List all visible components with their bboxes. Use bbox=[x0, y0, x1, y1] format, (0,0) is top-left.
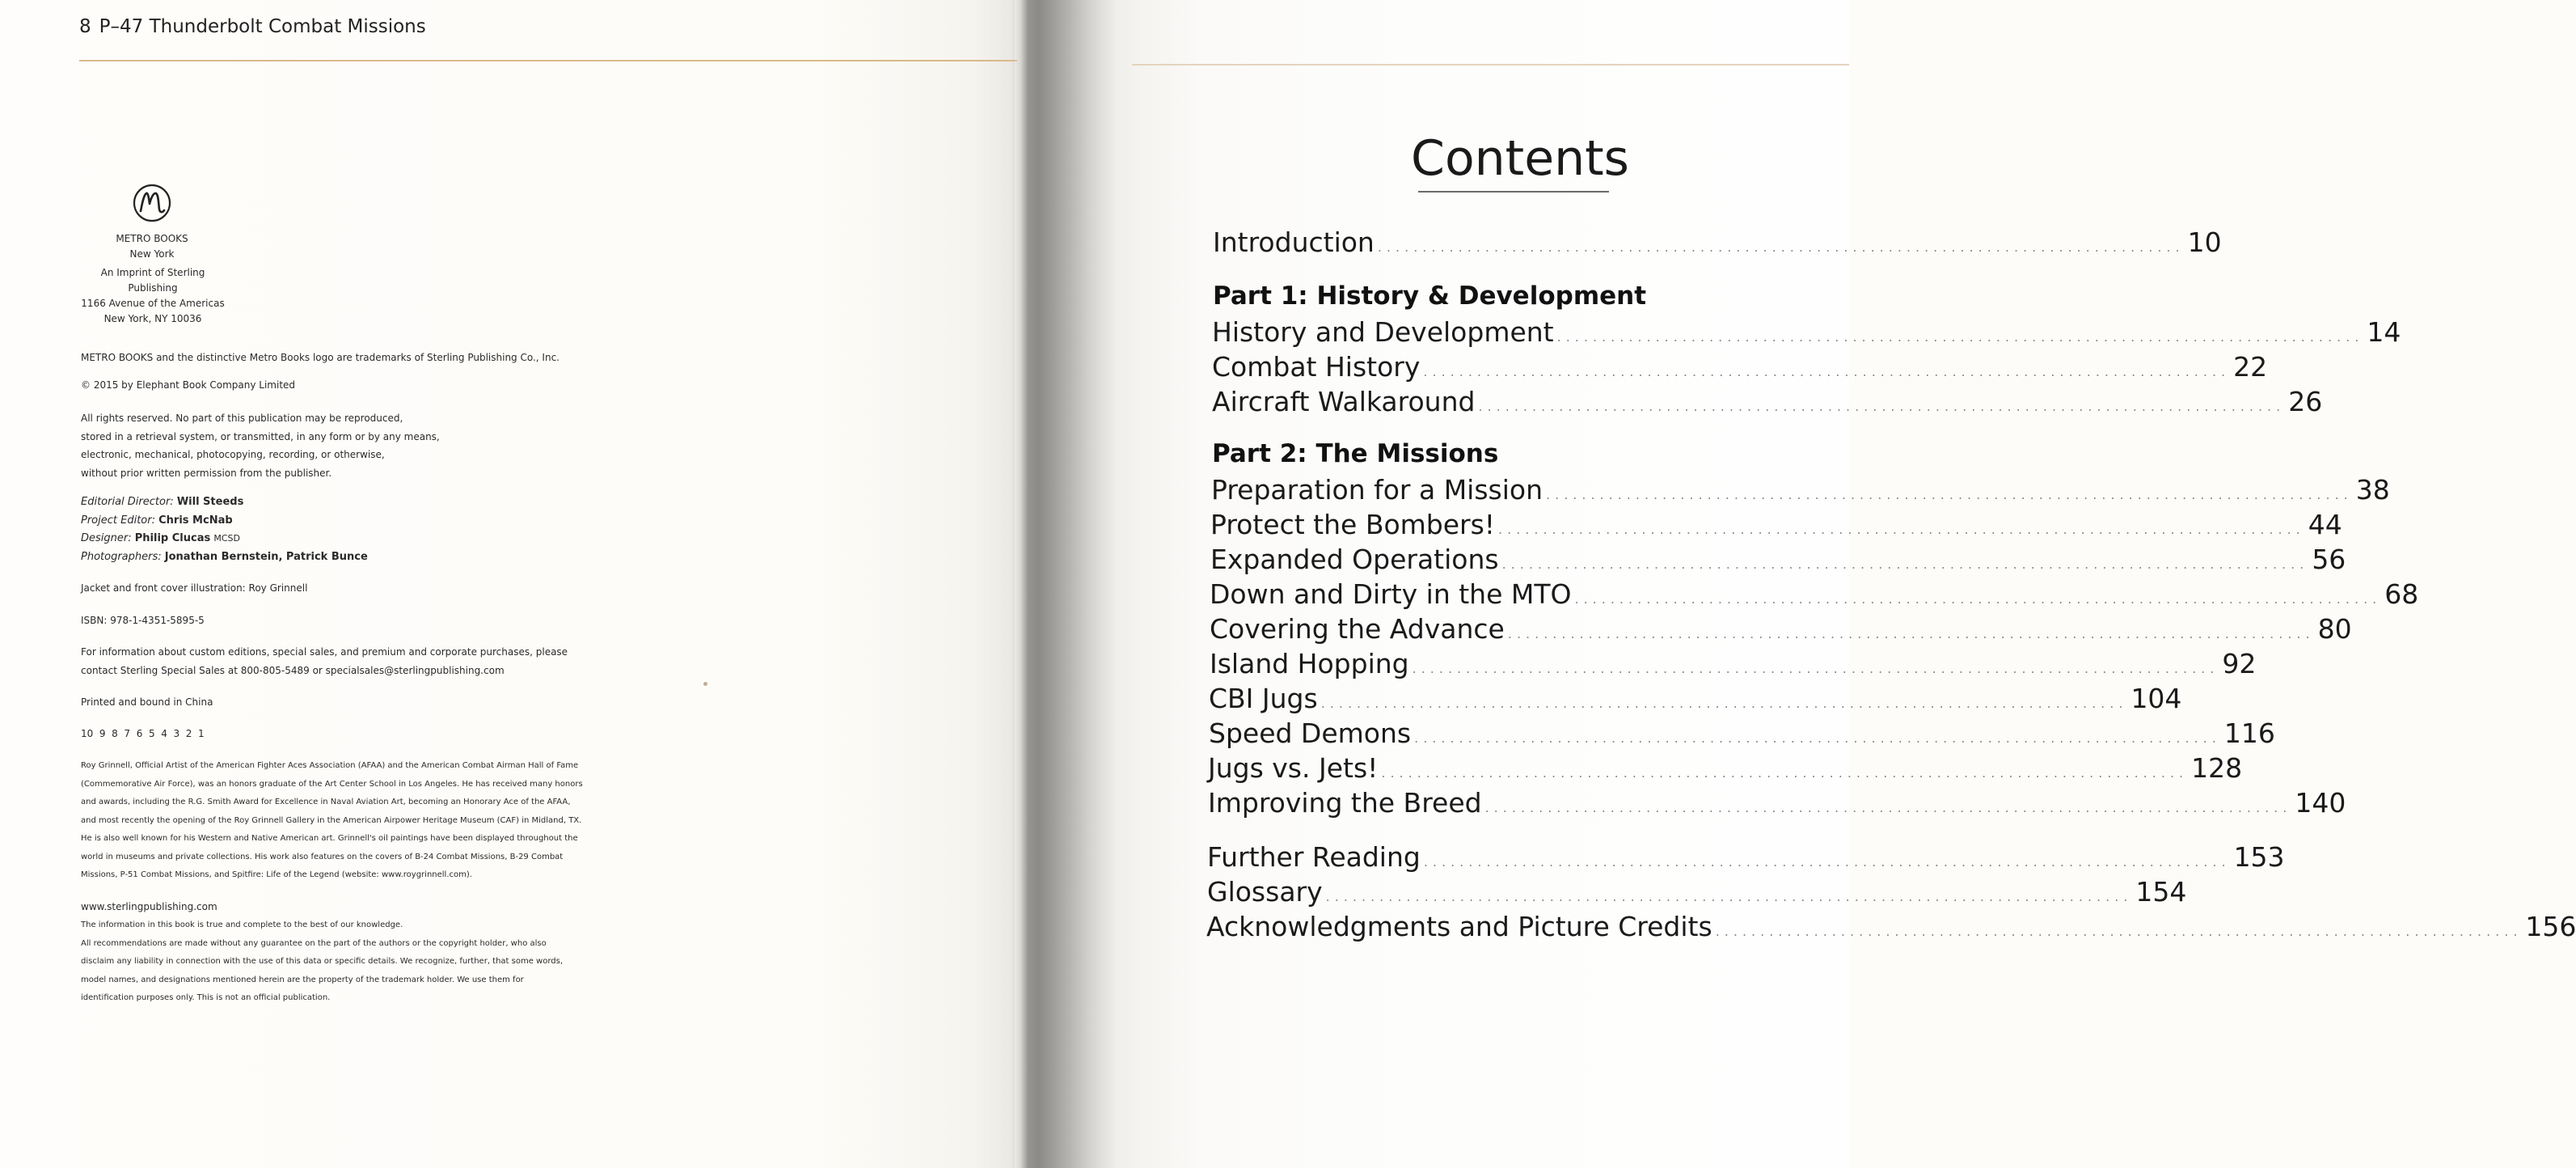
toc-title: Down and Dirty in the MTO bbox=[1210, 578, 1572, 610]
toc-leader-dots: .......................................................................................... bbox=[1423, 364, 2231, 379]
toc-page: 116 bbox=[2223, 717, 2275, 749]
disclaimer-line: All recommendations are made without any guarantee on the part of the authors or the copyright holder, who also bbox=[81, 938, 547, 948]
toc-entry bbox=[1212, 351, 2268, 383]
website-text: www.sterlingpublishing.com bbox=[81, 901, 217, 912]
toc-leader-dots: .......................................................................................... bbox=[1414, 730, 2221, 746]
header-rule bbox=[79, 60, 1017, 61]
toc-page: 80 bbox=[2317, 613, 2352, 645]
toc-entry-introduction bbox=[1213, 226, 2222, 258]
imprint-line: New York, NY 10036 bbox=[103, 313, 202, 324]
credits-block bbox=[81, 493, 566, 566]
rights-line: electronic, mechanical, photocopying, recording, or otherwise, bbox=[81, 449, 385, 460]
cover-illustration-credit bbox=[81, 579, 566, 598]
toc-page: 26 bbox=[2288, 386, 2323, 417]
toc-page: 44 bbox=[2308, 509, 2342, 540]
toc-entry bbox=[1208, 752, 2243, 784]
metro-books-logo-icon bbox=[132, 183, 172, 223]
bio-line: Missions, P-51 Combat Missions, and Spitfire: Life of the Legend (website: www.roygrinnell.com). bbox=[81, 870, 472, 879]
disclaimer-block bbox=[81, 916, 566, 1008]
toc-page: 153 bbox=[2233, 841, 2285, 873]
running-head-title: P–47 Thunderbolt Combat Missions bbox=[99, 16, 426, 37]
bio-line: world in museums and private collections. His work also features on the covers of B-24 Combat Missions, B-29 Combat bbox=[81, 852, 564, 861]
credit-line bbox=[81, 493, 566, 512]
toc-title: Combat History bbox=[1212, 351, 1421, 383]
copyright-text: © 2015 by Elephant Book Company Limited bbox=[81, 379, 296, 391]
isbn bbox=[81, 612, 566, 630]
cover-illustration-text: Jacket and front cover illustration: Roy Grinnell bbox=[81, 582, 308, 594]
running-head bbox=[79, 16, 426, 37]
disclaimer-line: identification purposes only. This is not an official publication. bbox=[81, 993, 331, 1002]
toc-page: 10 bbox=[2187, 226, 2222, 258]
toc-entry bbox=[1208, 787, 2346, 819]
artist-bio-block bbox=[81, 757, 583, 885]
toc-leader-dots: .......................................................................................... bbox=[1556, 329, 2364, 345]
toc-title: Glossary bbox=[1207, 876, 1323, 908]
paper-speck bbox=[703, 682, 707, 686]
toc-title: Jugs vs. Jets! bbox=[1208, 752, 1379, 784]
printed-text: Printed and bound in China bbox=[81, 696, 213, 708]
toc-leader-dots: .......................................................................................... bbox=[1320, 696, 2128, 711]
toc-title: Speed Demons bbox=[1209, 717, 1412, 749]
toc-page: 140 bbox=[2295, 787, 2346, 819]
credit-name: Jonathan Bernstein, Patrick Bunce bbox=[164, 550, 368, 563]
toc-title: Acknowledgments and Picture Credits bbox=[1206, 911, 1712, 942]
print-line-text: 10 9 8 7 6 5 4 3 2 1 bbox=[81, 728, 205, 739]
toc-entry bbox=[1206, 911, 2576, 942]
toc-entry bbox=[1209, 717, 2275, 749]
copyright-notice bbox=[81, 376, 566, 395]
toc-leader-dots: .......................................................................................... bbox=[1478, 399, 2286, 414]
toc-entry bbox=[1210, 509, 2342, 540]
credit-role: Editorial Director: bbox=[81, 496, 174, 508]
toc-page: 104 bbox=[2130, 683, 2182, 714]
toc-page: 154 bbox=[2135, 876, 2187, 908]
contents-title-underline bbox=[1418, 191, 1609, 193]
imprint-line: An Imprint of Sterling Publishing bbox=[100, 267, 205, 294]
toc-entry bbox=[1210, 578, 2419, 610]
credit-role: Designer: bbox=[81, 532, 132, 544]
rights-line: stored in a retrieval system, or transmitted, in any form or by any means, bbox=[81, 430, 440, 442]
header-rule-right bbox=[1132, 64, 1849, 66]
website bbox=[81, 898, 566, 916]
toc-page: 92 bbox=[2222, 648, 2257, 679]
toc-title: Aircraft Walkaround bbox=[1212, 386, 1476, 417]
credit-role: Photographers: bbox=[81, 550, 162, 563]
bio-line: Roy Grinnell, Official Artist of the American Fighter Aces Association (AFAA) and the American Combat Airman Hall of Fame bbox=[81, 761, 579, 770]
credit-suffix: MCSD bbox=[213, 533, 240, 544]
toc-entry bbox=[1210, 544, 2346, 575]
toc-leader-dots: .......................................................................................... bbox=[1574, 591, 2382, 607]
imprint-line: 1166 Avenue of the Americas bbox=[81, 298, 225, 309]
sales-line: contact Sterling Special Sales at 800-805-5489 or specialsales@sterlingpublishing.com bbox=[81, 664, 505, 676]
publisher-logo-block bbox=[79, 183, 225, 262]
logo-city: New York bbox=[129, 248, 175, 260]
toc-entry bbox=[1209, 683, 2182, 714]
toc-title: Improving the Breed bbox=[1208, 787, 1482, 819]
bio-line: and most recently the opening of the Roy Grinnell Gallery in the American Airpower Heritage Museum (CAF) in Midland, TX. bbox=[81, 815, 582, 825]
toc-leader-dots: .......................................................................................... bbox=[1412, 661, 2219, 676]
toc-entry bbox=[1210, 613, 2352, 645]
toc-entry bbox=[1212, 386, 2323, 417]
toc-leader-dots: .......................................................................................... bbox=[1325, 889, 2133, 904]
credit-line bbox=[81, 548, 566, 567]
print-number-line bbox=[81, 725, 566, 743]
toc-page: 156 bbox=[2525, 911, 2576, 942]
isbn-text: ISBN: 978-1-4351-5895-5 bbox=[81, 615, 205, 626]
toc-page: 128 bbox=[2191, 752, 2243, 784]
disclaimer-line: The information in this book is true and complete to the best of our knowledge. bbox=[81, 920, 403, 929]
toc-entry bbox=[1207, 876, 2187, 908]
toc-page: 22 bbox=[2233, 351, 2268, 383]
gutter-shadow bbox=[1011, 0, 1136, 1168]
toc-entry bbox=[1210, 648, 2257, 679]
disclaimer-line: model names, and designations mentioned herein are the property of the trademark holder. We use them for bbox=[81, 975, 524, 984]
imprint-address bbox=[81, 265, 225, 327]
toc-title: Island Hopping bbox=[1210, 648, 1409, 679]
toc-page: 38 bbox=[2355, 474, 2390, 506]
toc-title: Covering the Advance bbox=[1210, 613, 1505, 645]
credit-name: Chris McNab bbox=[158, 514, 233, 527]
rights-line: without prior written permission from the publisher. bbox=[81, 467, 332, 479]
toc-page: 14 bbox=[2367, 316, 2401, 348]
trademark-notice bbox=[81, 349, 566, 367]
logo-text: METRO BOOKS bbox=[116, 233, 188, 244]
toc-title: Expanded Operations bbox=[1210, 544, 1499, 575]
toc-title: Preparation for a Mission bbox=[1211, 474, 1543, 506]
toc-leader-dots: .......................................................................................... bbox=[1546, 487, 2353, 502]
toc-leader-dots: .......................................................................................... bbox=[1715, 924, 2523, 939]
rights-block bbox=[81, 409, 566, 482]
toc-title: CBI Jugs bbox=[1209, 683, 1318, 714]
toc-leader-dots: .......................................................................................... bbox=[1501, 556, 2309, 572]
toc-leader-dots: .......................................................................................... bbox=[1377, 239, 2185, 255]
bio-line: (Commemorative Air Force), was an honors graduate of the Art Center School in Los Angeles. He has received many honors bbox=[81, 779, 583, 789]
toc-leader-dots: .......................................................................................... bbox=[1498, 522, 2305, 537]
special-sales-block bbox=[81, 643, 566, 679]
toc-entry bbox=[1212, 316, 2401, 348]
part-2-heading: Part 2: The Missions bbox=[1212, 439, 1499, 468]
credit-line bbox=[81, 530, 566, 548]
toc-leader-dots: .......................................................................................... bbox=[1484, 800, 2292, 815]
toc-entry bbox=[1211, 474, 2390, 506]
sales-line: For information about custom editions, special sales, and premium and corporate purchases, please bbox=[81, 646, 568, 658]
credit-line bbox=[81, 512, 566, 531]
toc-leader-dots: .......................................................................................... bbox=[1507, 626, 2315, 641]
credit-role: Project Editor: bbox=[81, 514, 155, 527]
printed-in bbox=[81, 693, 566, 712]
page-number: 8 bbox=[79, 16, 91, 37]
toc-title: History and Development bbox=[1212, 316, 1554, 348]
trademark-text: METRO BOOKS and the distinctive Metro Books logo are trademarks of Sterling Publishing Co., Inc. bbox=[81, 352, 560, 363]
rights-line: All rights reserved. No part of this publication may be reproduced, bbox=[81, 413, 403, 424]
bio-line: and awards, including the R.G. Smith Award for Excellence in Naval Aviation Art, becoming an Honorary Ace of the AFAA, bbox=[81, 798, 571, 806]
toc-title: Protect the Bombers! bbox=[1210, 509, 1496, 540]
disclaimer-line: disclaim any liability in connection with the use of this data or specific details. We recognize, further, that some words, bbox=[81, 957, 564, 966]
toc-entry bbox=[1207, 841, 2285, 873]
credit-name: Will Steeds bbox=[176, 496, 244, 508]
toc-leader-dots: .......................................................................................... bbox=[1381, 765, 2189, 781]
bio-line: He is also well known for his Western and Native American art. Grinnell's oil paintings have been displayed throughout the bbox=[81, 834, 578, 843]
toc-title: Introduction bbox=[1213, 226, 1375, 258]
toc-page: 68 bbox=[2384, 578, 2419, 610]
part-1-heading: Part 1: History & Development bbox=[1213, 281, 1647, 311]
toc-leader-dots: .......................................................................................... bbox=[1423, 854, 2231, 870]
toc-title: Further Reading bbox=[1207, 841, 1421, 873]
toc-page: 56 bbox=[2312, 544, 2346, 575]
credit-name: Philip Clucas bbox=[134, 532, 211, 544]
contents-title: Contents bbox=[1411, 130, 1629, 187]
